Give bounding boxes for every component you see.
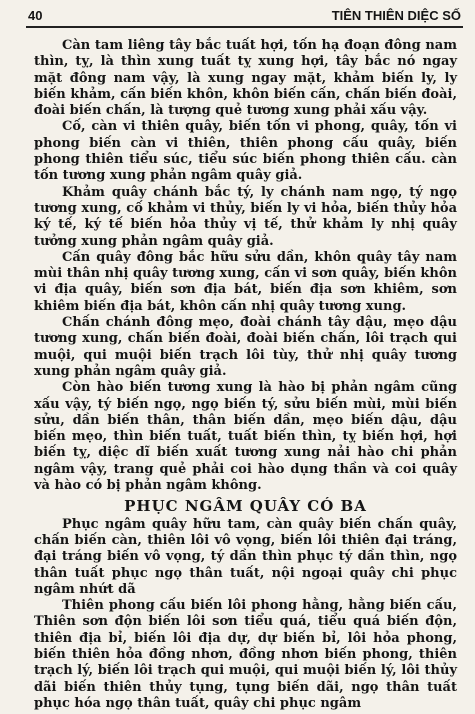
- paragraph: Cấn quây đông bắc hữu sửu dần, khôn quây tây nam mùi thân nhị quây tương xung, cấn vi sơn quây, biến khôn vi địa quây, biến sơn địa bát, biến địa sơn khiêm, sơn khiêm biến địa bát, khôn cấn nhị quây tương xung.: [34, 249, 457, 314]
- body-text: [34, 38, 457, 712]
- running-title: TIÊN THIÊN DIỆC SỐ: [331, 7, 461, 23]
- page-header: [28, 4, 461, 26]
- paragraph: Còn hào biến tương xung là hào bị phản ngâm cũng xấu vậy, tý biến ngọ, ngọ biến tý, sửu biến mùi, mùi biến sửu, dần biến thân, thân biến dần, mẹo biến dậu, dậu biến mẹo, thìn biến tuất, tuất biến thìn, tỵ biến hợi, hợi biến tỵ, diệc dĩ biến xuất tương xung nải hào chi phản ngâm vậy, trang quẻ phải coi hào dụng thần và coi quây và hào có bị phản ngâm không.: [34, 380, 457, 494]
- page-number: 40: [28, 7, 43, 23]
- paragraph: Phục ngâm quây hữu tam, càn quây biến chấn quây, chấn biến càn, thiên lôi vô vọng, biến lôi thiên đại tráng, đại tráng biến vô vọng, tý dần thìn phục tý dần thìn, ngọ thân tuất phục ngọ thân tuất, nội ngoại quây chi phục ngâm nhứt dã: [34, 516, 457, 597]
- paragraph: Thiên phong cấu biến lôi phong hằng, hằng biến cấu, Thiên sơn độn biến lôi sơn tiểu quá, tiểu quá biến độn, thiên địa bỉ, biến lôi địa dự, dự biến bỉ, lôi hỏa phong, biến thiên hỏa đồng nhơn, đồng nhơn biến phong, thiên trạch lý, biến lôi trạch qui muội, qui muội biến lý, lôi thủy dãi biến thiên thủy tụng, tụng biến dãi, ngọ thân tuất phục hóa ngọ thân tuất, quây chi phục ngâm: [34, 598, 457, 711]
- paragraph: Cố, càn vi thiên quây, biến tốn vi phong, quây, tốn vi phong biến càn vi thiên, thiên phong cấu quây, biến phong thiên tiểu súc, tiểu súc biến phong thiên cấu. càn tốn tương xung phản ngâm quây giả.: [34, 119, 457, 184]
- header-rule: [26, 26, 463, 28]
- section-heading: PHỤC NGÂM QUÂY CÓ BA: [124, 497, 367, 516]
- paragraph: Khảm quây chánh bắc tý, ly chánh nam ngọ, tý ngọ tương xung, cố khảm vi thủy, biến ly vi hỏa, biến thủy hỏa ký tế, ký tế biến hỏa thủy vị tế, thử khảm ly nhị quây tưởng xung phản ngâm quây giả.: [34, 184, 457, 249]
- paragraph: Càn tam liêng tây bắc tuất hợi, tốn hạ đoạn đông nam thìn, tỵ, là thìn xung tuất tỵ xung hợi, tây bắc nó ngay mặt đông nam vậy, là xung ngay mặt, khảm biến ly, ly biến khảm, cấn biến khôn, khôn biến cấn, chấn biến đoài, đoài biến chấn, là tượng quẻ tương xung phải xấu vậy.: [34, 38, 457, 119]
- paragraph: Chấn chánh đông mẹo, đoài chánh tây dậu, mẹo dậu tương xung, chấn biến đoài, đoài biến chấn, lôi trạch qui muội, qui muội biến trạch lôi tùy, thử nhị quây tương xung phản ngâm quây giả.: [34, 315, 457, 379]
